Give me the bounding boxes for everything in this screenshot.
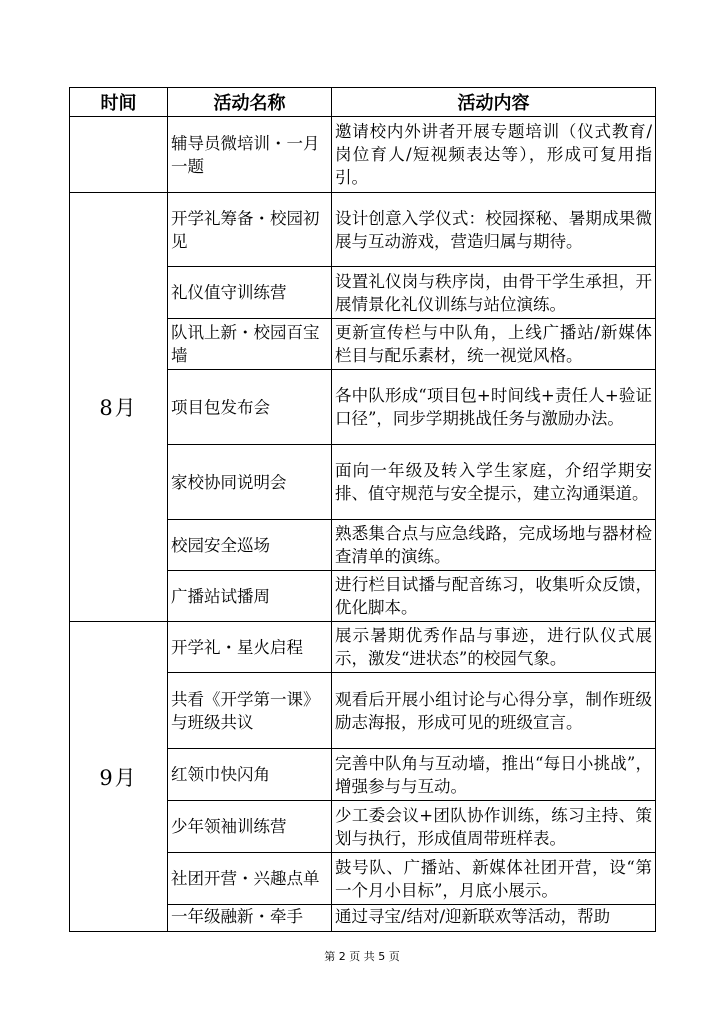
table-row [70, 117, 656, 193]
activity-name: 共看《开学第一课》与班级共议 [168, 673, 332, 749]
activity-content: 通过寻宝/结对/迎新联欢等活动，帮助 [332, 905, 656, 932]
activity-content: 更新宣传栏与中队角，上线广播站/新媒体栏目与配乐素材，统一视觉风格。 [332, 319, 656, 370]
activity-content: 设计创意入学仪式：校园探秘、暑期成果微展与互动游戏，营造归属与期待。 [332, 193, 656, 267]
table-row [70, 622, 656, 673]
header-activity-content: 活动内容 [332, 88, 656, 117]
activity-name: 开学礼筹备・校园初见 [168, 193, 332, 267]
header-activity-name: 活动名称 [168, 88, 332, 117]
activity-content: 进行栏目试播与配音练习，收集听众反馈，优化脚本。 [332, 571, 656, 622]
activity-content: 观看后开展小组讨论与心得分享，制作班级励志海报，形成可见的班级宣言。 [332, 673, 656, 749]
activity-content: 各中队形成“项目包+时间线+责任人+验证口径”，同步学期挑战任务与激励办法。 [332, 370, 656, 445]
activity-name: 队讯上新・校园百宝墙 [168, 319, 332, 370]
activity-name: 一年级融新・牵手 [168, 905, 332, 932]
activity-name: 广播站试播周 [168, 571, 332, 622]
month-cell-september: 9月 [70, 622, 168, 932]
activity-name: 项目包发布会 [168, 370, 332, 445]
activity-content: 面向一年级及转入学生家庭，介绍学期安排、值守规范与安全提示，建立沟通渠道。 [332, 445, 656, 520]
activity-name: 开学礼・星火启程 [168, 622, 332, 673]
activity-name: 家校协同说明会 [168, 445, 332, 520]
activity-name: 社团开营・兴趣点单 [168, 853, 332, 905]
activity-content: 少工委会议+团队协作训练，练习主持、策划与执行，形成值周带班样表。 [332, 801, 656, 853]
activity-name: 少年领袖训练营 [168, 801, 332, 853]
header-time: 时间 [70, 88, 168, 117]
activity-content: 展示暑期优秀作品与事迹，进行队仪式展示，激发“进状态”的校园气象。 [332, 622, 656, 673]
activity-name: 红领巾快闪角 [168, 749, 332, 801]
activity-content: 邀请校内外讲者开展专题培训（仪式教育/岗位育人/短视频表达等），形成可复用指引。 [332, 117, 656, 193]
activity-content: 设置礼仪岗与秩序岗，由骨干学生承担，开展情景化礼仪训练与站位演练。 [332, 267, 656, 319]
activity-table [69, 87, 656, 932]
table-row [70, 193, 656, 267]
activity-name: 辅导员微培训・一月一题 [168, 117, 332, 193]
activity-content: 完善中队角与互动墙，推出“每日小挑战”，增强参与与互动。 [332, 749, 656, 801]
month-cell-august: 8月 [70, 193, 168, 622]
activity-content: 熟悉集合点与应急线路，完成场地与器材检查清单的演练。 [332, 520, 656, 571]
table-header-row [70, 88, 656, 117]
month-cell-empty [70, 117, 168, 193]
page-number-footer: 第 2 页 共 5 页 [324, 950, 400, 963]
activity-name: 礼仪值守训练营 [168, 267, 332, 319]
activity-content: 鼓号队、广播站、新媒体社团开营，设“第一个月小目标”，月底小展示。 [332, 853, 656, 905]
activity-name: 校园安全巡场 [168, 520, 332, 571]
